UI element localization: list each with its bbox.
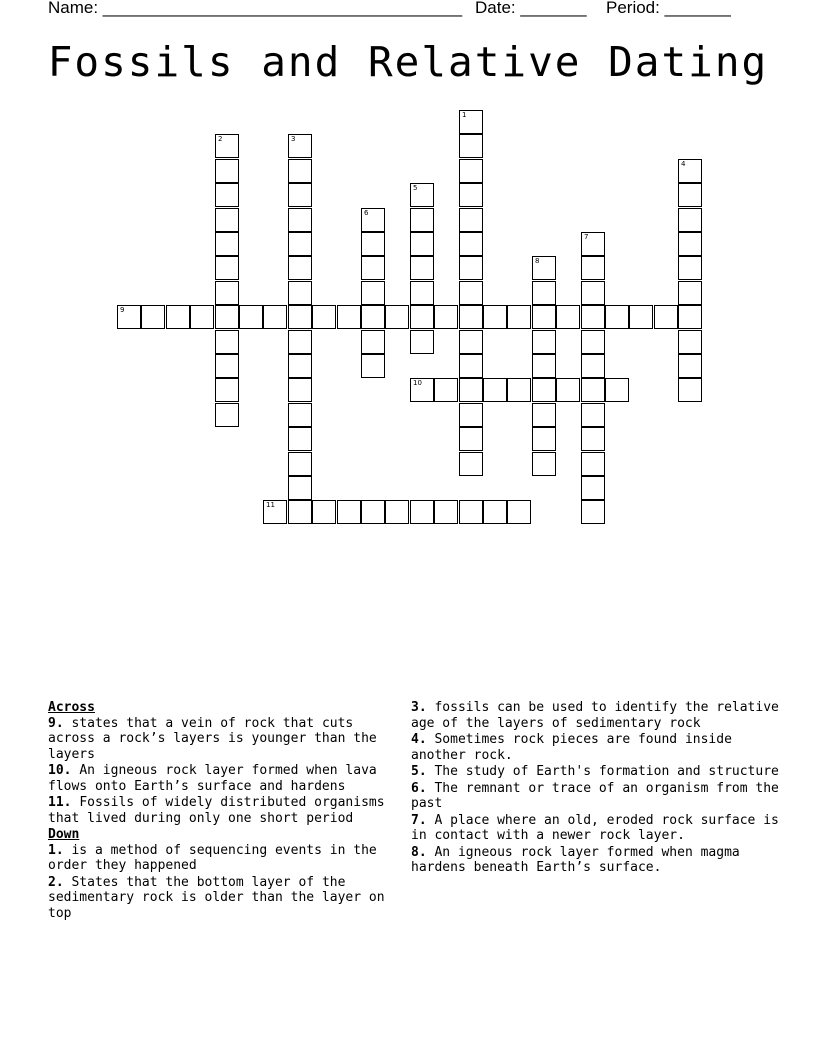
crossword-cell[interactable] [410, 378, 434, 402]
crossword-cell[interactable] [361, 256, 385, 280]
period-field-label[interactable]: Period: _______ [606, 0, 731, 17]
crossword-cell[interactable] [654, 305, 678, 329]
crossword-cell[interactable] [581, 452, 605, 476]
crossword-cell[interactable] [337, 305, 361, 329]
crossword-cell[interactable] [312, 305, 336, 329]
crossword-cell[interactable] [361, 281, 385, 305]
crossword-cell[interactable] [459, 427, 483, 451]
crossword-cell[interactable] [410, 281, 434, 305]
clue-number: 8. [411, 844, 427, 860]
crossword-cell[interactable] [190, 305, 214, 329]
crossword-cell[interactable] [459, 232, 483, 256]
crossword-cell[interactable] [385, 500, 409, 524]
clue-text: A place where an old, eroded rock surface is in contact with a newer rock layer. [411, 812, 779, 843]
crossword-cell[interactable] [507, 305, 531, 329]
crossword-cell[interactable] [361, 232, 385, 256]
crossword-cell[interactable] [288, 159, 312, 183]
crossword-cell[interactable] [312, 500, 336, 524]
crossword-cell[interactable] [166, 305, 190, 329]
crossword-cell[interactable] [288, 305, 312, 329]
crossword-cell[interactable] [678, 330, 702, 354]
crossword-cell[interactable] [215, 232, 239, 256]
crossword-cell[interactable] [678, 378, 702, 402]
crossword-cell[interactable] [532, 452, 556, 476]
crossword-cell[interactable] [361, 330, 385, 354]
clue-number: 6. [411, 780, 427, 796]
crossword-cell[interactable] [678, 159, 702, 183]
crossword-cell[interactable] [361, 354, 385, 378]
crossword-cell[interactable] [288, 452, 312, 476]
crossword-cell[interactable] [581, 354, 605, 378]
crossword-cell[interactable] [288, 378, 312, 402]
crossword-cell[interactable] [215, 330, 239, 354]
down-clue-6 [411, 781, 781, 812]
crossword-cell[interactable] [288, 427, 312, 451]
crossword-cell[interactable] [459, 378, 483, 402]
crossword-cell[interactable] [434, 378, 458, 402]
crossword-cell[interactable] [581, 305, 605, 329]
crossword-cell[interactable] [483, 378, 507, 402]
cell-number: 1 [462, 111, 467, 119]
crossword-cell[interactable] [459, 330, 483, 354]
clue-text: is a method of sequencing events in the order they happened [48, 842, 377, 873]
crossword-cell[interactable] [459, 110, 483, 134]
clue-text: Fossils of widely distributed organisms that lived during only one short period [48, 795, 385, 826]
crossword-cell[interactable] [678, 354, 702, 378]
crossword-cell[interactable] [215, 305, 239, 329]
clues-right-column [411, 700, 781, 877]
crossword-cell[interactable] [581, 281, 605, 305]
crossword-cell[interactable] [288, 354, 312, 378]
crossword-cell[interactable] [605, 305, 629, 329]
crossword-cell[interactable] [288, 476, 312, 500]
crossword-cell[interactable] [459, 256, 483, 280]
crossword-cell[interactable] [117, 305, 141, 329]
clue-text: Sometimes rock pieces are found inside another rock. [411, 732, 732, 763]
crossword-cell[interactable] [239, 305, 263, 329]
crossword-cell[interactable] [459, 500, 483, 524]
crossword-cell[interactable] [288, 134, 312, 158]
crossword-cell[interactable] [288, 232, 312, 256]
crossword-cell[interactable] [410, 208, 434, 232]
crossword-cell[interactable] [581, 330, 605, 354]
crossword-cell[interactable] [629, 305, 653, 329]
cell-number: 10 [413, 379, 422, 387]
crossword-cell[interactable] [215, 378, 239, 402]
clue-number: 11. [48, 795, 72, 810]
crossword-cell[interactable] [410, 500, 434, 524]
crossword-cell[interactable] [532, 281, 556, 305]
crossword-cell[interactable] [361, 500, 385, 524]
clue-text: An igneous rock layer formed when lava flows onto Earth’s surface and hardens [48, 763, 377, 794]
crossword-cell[interactable] [288, 256, 312, 280]
clue-number: 2. [48, 874, 64, 890]
down-clue-1 [48, 843, 403, 874]
crossword-cell[interactable] [459, 134, 483, 158]
across-clue-10 [48, 763, 403, 794]
crossword-cell[interactable] [215, 159, 239, 183]
crossword-cell[interactable] [678, 208, 702, 232]
clue-text: states that a vein of rock that cuts across a rock’s layers is younger than the layers [48, 715, 377, 762]
crossword-cell[interactable] [678, 232, 702, 256]
down-clue-2 [48, 875, 403, 922]
crossword-cell[interactable] [361, 305, 385, 329]
crossword-cell[interactable] [556, 378, 580, 402]
crossword-cell[interactable] [532, 256, 556, 280]
cell-number: 2 [218, 135, 223, 143]
cell-number: 6 [364, 209, 369, 217]
across-clue-11 [48, 795, 403, 826]
down-heading: Down [48, 827, 80, 842]
down-clue-5 [411, 764, 781, 780]
crossword-cell[interactable] [678, 183, 702, 207]
clue-number: 3. [411, 700, 427, 715]
crossword-cell[interactable] [678, 305, 702, 329]
crossword-cell[interactable] [215, 281, 239, 305]
crossword-cell[interactable] [678, 281, 702, 305]
clue-text: fossils can be used to identify the relative age of the layers of sedimentary rock [411, 700, 779, 731]
cell-number: 11 [266, 501, 275, 509]
cell-number: 4 [681, 160, 686, 168]
crossword-cell[interactable] [410, 232, 434, 256]
clue-text: States that the bottom layer of the sedimentary rock is older than the layer on top [48, 874, 385, 921]
crossword-cell[interactable] [459, 305, 483, 329]
across-heading: Across [48, 700, 95, 715]
crossword-cell[interactable] [215, 354, 239, 378]
crossword-cell[interactable] [459, 281, 483, 305]
crossword-cell[interactable] [434, 305, 458, 329]
crossword-cell[interactable] [532, 305, 556, 329]
cell-number: 9 [120, 306, 125, 314]
crossword-cell[interactable] [459, 354, 483, 378]
crossword-cell[interactable] [581, 427, 605, 451]
cell-number: 8 [535, 257, 540, 265]
crossword-cell[interactable] [532, 330, 556, 354]
clue-number: 7. [411, 812, 427, 828]
crossword-cell[interactable] [263, 305, 287, 329]
crossword-cell[interactable] [483, 305, 507, 329]
crossword-cell[interactable] [581, 403, 605, 427]
crossword-cell[interactable] [556, 305, 580, 329]
crossword-cell[interactable] [459, 208, 483, 232]
crossword-cell[interactable] [459, 183, 483, 207]
crossword-cell[interactable] [288, 281, 312, 305]
page-title: Fossils and Relative Dating [47, 38, 769, 86]
crossword-cell[interactable] [288, 183, 312, 207]
crossword-cell[interactable] [215, 256, 239, 280]
crossword-cell[interactable] [288, 208, 312, 232]
crossword-cell[interactable] [215, 403, 239, 427]
cell-number: 5 [413, 184, 418, 192]
crossword-cell[interactable] [434, 500, 458, 524]
clue-text: The remnant or trace of an organism from the past [411, 780, 779, 811]
crossword-cell[interactable] [459, 452, 483, 476]
down-clue-3 [411, 700, 781, 731]
cell-number: 3 [291, 135, 296, 143]
name-field-label[interactable]: Name: ______________________________________ [48, 0, 463, 17]
crossword-cell[interactable] [337, 500, 361, 524]
across-clue-9 [48, 716, 403, 763]
cell-number: 7 [584, 233, 589, 241]
crossword-cell[interactable] [678, 256, 702, 280]
crossword-cell[interactable] [581, 500, 605, 524]
crossword-cell[interactable] [263, 500, 287, 524]
crossword-cell[interactable] [288, 500, 312, 524]
crossword-cell[interactable] [288, 330, 312, 354]
crossword-cell[interactable] [141, 305, 165, 329]
clue-number: 4. [411, 732, 427, 747]
crossword-cell[interactable] [532, 378, 556, 402]
crossword-cell[interactable] [581, 378, 605, 402]
clue-number: 5. [411, 764, 427, 779]
clue-text: An igneous rock layer formed when magma hardens beneath Earth’s surface. [411, 844, 740, 875]
crossword-cell[interactable] [532, 354, 556, 378]
crossword-cell[interactable] [581, 232, 605, 256]
down-clue-8 [411, 845, 781, 876]
crossword-cell[interactable] [581, 256, 605, 280]
crossword-cell[interactable] [215, 208, 239, 232]
down-clue-7 [411, 813, 781, 844]
crossword-cell[interactable] [215, 134, 239, 158]
crossword-cell[interactable] [581, 476, 605, 500]
crossword-cell[interactable] [288, 403, 312, 427]
crossword-cell[interactable] [532, 427, 556, 451]
clue-number: 1. [48, 842, 64, 858]
crossword-cell[interactable] [605, 378, 629, 402]
date-field-label[interactable]: Date: _______ [475, 0, 587, 17]
crossword-cell[interactable] [532, 403, 556, 427]
down-clue-4 [411, 732, 781, 763]
crossword-cell[interactable] [385, 305, 409, 329]
crossword-cell[interactable] [459, 403, 483, 427]
clue-number: 10. [48, 763, 72, 778]
crossword-cell[interactable] [459, 159, 483, 183]
clue-number: 9. [48, 715, 64, 731]
crossword-cell[interactable] [410, 305, 434, 329]
crossword-cell[interactable] [483, 500, 507, 524]
crossword-cell[interactable] [410, 183, 434, 207]
crossword-cell[interactable] [507, 378, 531, 402]
clues-left-column [48, 700, 403, 922]
crossword-cell[interactable] [410, 256, 434, 280]
crossword-cell[interactable] [215, 183, 239, 207]
crossword-cell[interactable] [410, 330, 434, 354]
crossword-cell[interactable] [361, 208, 385, 232]
crossword-cell[interactable] [507, 500, 531, 524]
clue-text: The study of Earth's formation and structure [434, 764, 779, 779]
